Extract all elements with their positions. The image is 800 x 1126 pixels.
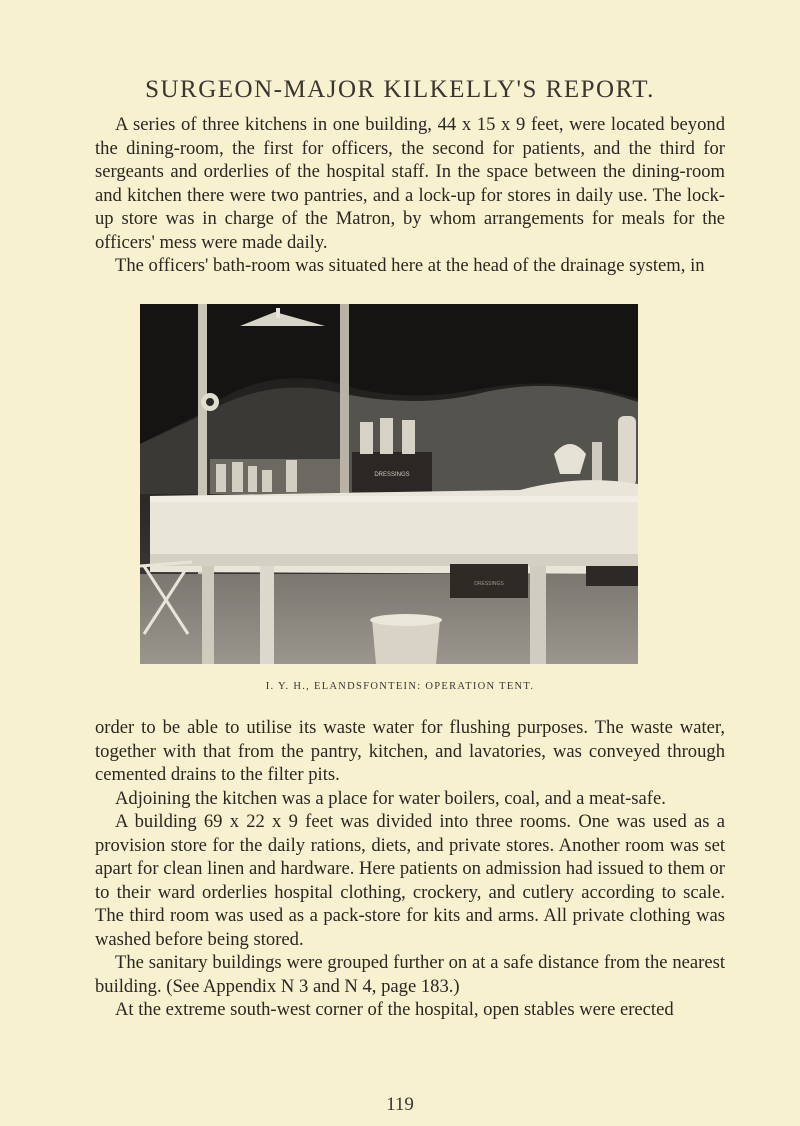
paragraph: order to be able to utilise its waste water for flushing purposes. The waste water, together with that from the pantry, kitchen, and lavatories, was conveyed through cemented drains to the filter pits.: [95, 717, 725, 785]
paragraph: The sanitary buildings were grouped further on at a safe distance from the nearest building. (See Appendix N 3 and N 4, page 183.): [95, 952, 725, 997]
photo-illustration: [140, 304, 638, 664]
box-label: DRESSINGS: [474, 581, 504, 587]
paragraph: The officers' bath-room was situated here at the head of the drainage system, in: [115, 255, 705, 276]
text-block-top: [95, 113, 725, 278]
page-number: 119: [386, 1094, 414, 1115]
running-title: SURGEON-MAJOR KILKELLY'S REPORT.: [145, 76, 655, 103]
paragraph: Adjoining the kitchen was a place for water boilers, coal, and a meat-safe.: [115, 787, 666, 809]
figure-caption: I. Y. H., ELANDSFONTEIN: OPERATION TENT.: [265, 681, 535, 692]
paragraph: A building 69 x 22 x 9 feet was divided into three rooms. One was used as a provision store for the daily rations, diets, and private stores. Another room was set apart for clean linen and hardware. Here patients on admission had issued to them or to their ward orderlies hospital clothing, crockery, and cutlery according to scale. The third room was used as a pack-store for kits and arms. All private clothing was washed before being stored.: [95, 811, 725, 950]
paragraph: A series of three kitchens in one building, 44 x 15 x 9 feet, were located beyond the dining-room, the first for officers, the second for patients, and the third for sergeants and orderlies of the hospital staff. In the space between the dining-room and kitchen there were two pantries, and a lock-up for stores in daily use. The lock-up store was in charge of the Matron, by whom arrangements for meals for the officers' mess were made daily.: [95, 114, 725, 253]
text-block-bottom: [95, 716, 725, 1022]
paragraph: At the extreme south-west corner of the hospital, open stables were erected: [115, 999, 674, 1020]
photograph-operation-tent: [140, 304, 638, 664]
cabinet-label: DRESSINGS: [374, 472, 410, 478]
